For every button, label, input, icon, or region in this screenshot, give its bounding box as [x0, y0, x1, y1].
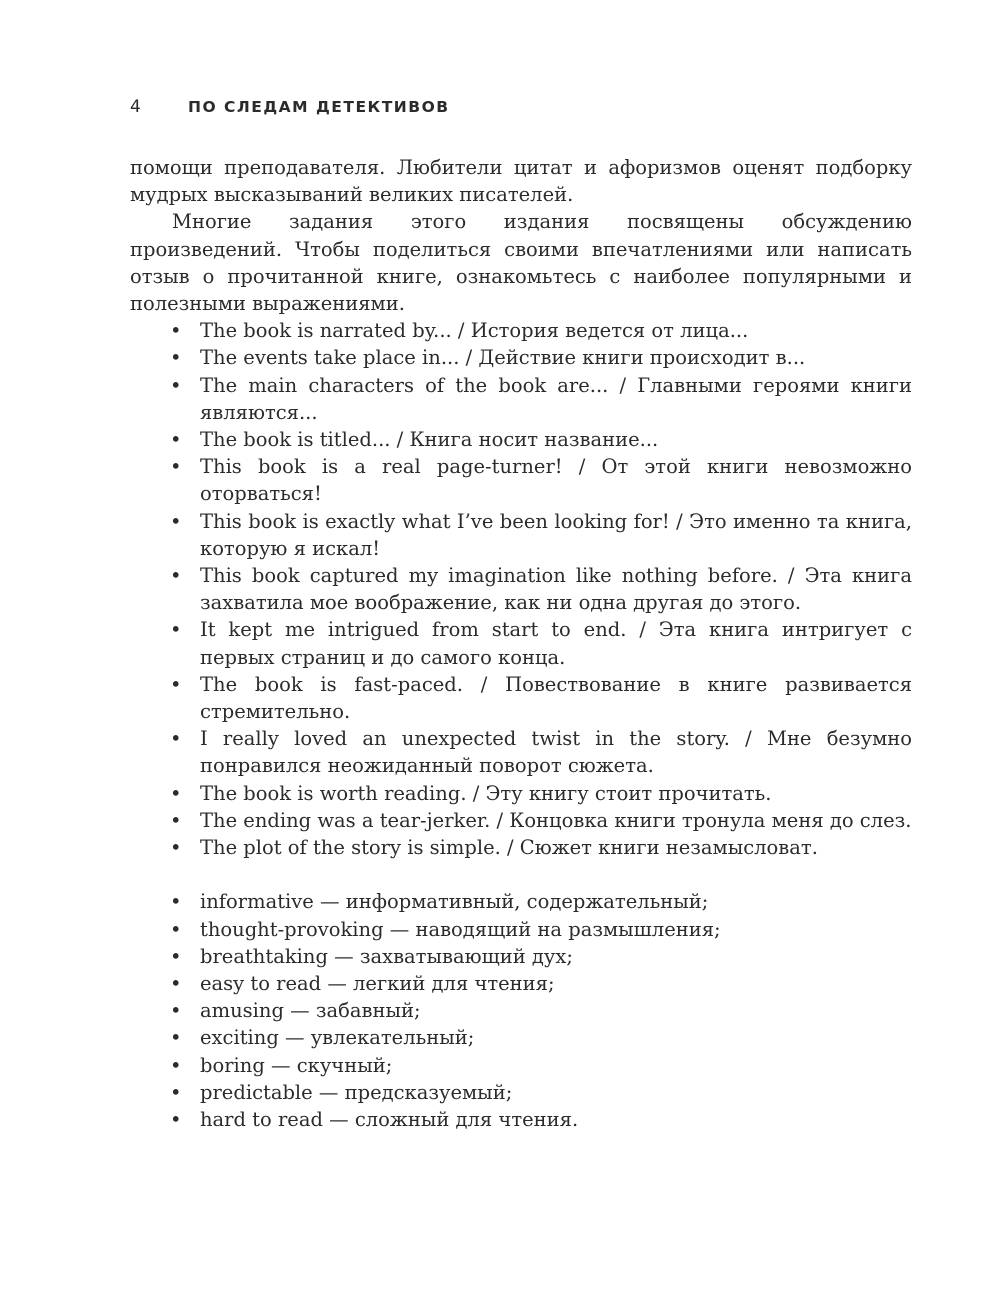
- list-item: [130, 916, 912, 943]
- page-body: [130, 154, 912, 1133]
- bullet: •: [170, 1108, 182, 1132]
- list-item-text: hard to read — сложный для чтения.: [200, 1108, 579, 1132]
- bullet: •: [170, 509, 182, 533]
- bullet: •: [170, 672, 182, 696]
- list-item: [130, 888, 912, 915]
- adjective-list: [130, 888, 912, 1133]
- bullet: •: [170, 455, 182, 479]
- list-item: [130, 1106, 912, 1133]
- list-item-text: boring — скучный;: [200, 1053, 393, 1077]
- bullet: •: [170, 944, 182, 968]
- bullet: •: [170, 428, 182, 452]
- list-item-text: It kept me intrigued from start to end. / Эта книга интригует с первых страниц и до самого конца.: [200, 618, 912, 669]
- list-item-text: This book is exactly what I’ve been looking for! / Это именно та книга, которую я искал!: [200, 509, 912, 560]
- list-item: [130, 616, 912, 670]
- bullet: •: [170, 346, 182, 370]
- list-item-text: informative — информативный, содержательный;: [200, 890, 709, 914]
- list-item: [130, 943, 912, 970]
- list-item-text: The book is narrated by... / История ведется от лица...: [200, 319, 749, 343]
- list-item-text: The plot of the story is simple. / Сюжет книги незамысловат.: [200, 836, 818, 860]
- running-title: ПО СЛЕДАМ ДЕТЕКТИВОВ: [188, 98, 450, 116]
- bullet: •: [170, 618, 182, 642]
- list-item: [130, 1052, 912, 1079]
- page-number: 4: [130, 97, 141, 117]
- bullet: •: [170, 319, 182, 343]
- list-item-text: exciting — увлекательный;: [200, 1026, 475, 1050]
- list-item: [130, 970, 912, 997]
- bullet: •: [170, 727, 182, 751]
- list-item: [130, 807, 912, 834]
- list-item: [130, 997, 912, 1024]
- bullet: •: [170, 373, 182, 397]
- list-item-text: The book is titled... / Книга носит название...: [200, 428, 659, 452]
- list-item-text: predictable — предсказуемый;: [200, 1080, 513, 1104]
- list-item: [130, 834, 912, 861]
- bullet: •: [170, 1080, 182, 1104]
- bullet: •: [170, 890, 182, 914]
- list-item-text: This book is a real page-turner! / От этой книги невозможно оторваться!: [200, 455, 912, 506]
- list-item: [130, 426, 912, 453]
- bullet: •: [170, 999, 182, 1023]
- list-item-text: The main characters of the book are... / Главными героями книги являются...: [200, 373, 912, 424]
- bullet: •: [170, 917, 182, 941]
- list-item: [130, 508, 912, 562]
- bullet: •: [170, 781, 182, 805]
- bullet: •: [170, 836, 182, 860]
- list-item-text: The book is worth reading. / Эту книгу стоит прочитать.: [200, 781, 772, 805]
- bullet: •: [170, 808, 182, 832]
- list-item-text: amusing — забавный;: [200, 999, 421, 1023]
- list-item: [130, 1079, 912, 1106]
- list-item: [130, 671, 912, 725]
- list-item-text: The events take place in... / Действие книги происходит в...: [200, 346, 806, 370]
- list-item: [130, 780, 912, 807]
- list-item: [130, 562, 912, 616]
- list-item-text: thought-provoking — наводящий на размышления;: [200, 917, 721, 941]
- list-item-text: This book captured my imagination like nothing before. / Эта книга захватила мое воображение, как ни одна другая до этого.: [200, 564, 912, 615]
- list-item: [130, 317, 912, 344]
- list-item: [130, 453, 912, 507]
- list-item-text: easy to read — легкий для чтения;: [200, 972, 555, 996]
- spacer: [130, 861, 912, 888]
- list-item-text: The ending was a tear-jerker. / Концовка книги тронула меня до слез.: [200, 808, 912, 832]
- list-item: [130, 344, 912, 371]
- list-item: [130, 372, 912, 426]
- phrase-list: [130, 317, 912, 861]
- bullet: •: [170, 1026, 182, 1050]
- bullet: •: [170, 972, 182, 996]
- running-head: [130, 94, 450, 120]
- list-item: [130, 1024, 912, 1051]
- list-item-text: breathtaking — захватывающий дух;: [200, 944, 573, 968]
- bullet: •: [170, 564, 182, 588]
- paragraph: помощи преподавателя. Любители цитат и афоризмов оценят подборку мудрых высказываний великих писателей.: [130, 156, 912, 207]
- list-item-text: I really loved an unexpected twist in the story. / Мне безумно понравился неожиданный поворот сюжета.: [200, 727, 912, 778]
- list-item-text: The book is fast-paced. / Повествование в книге развивается стремительно.: [200, 672, 912, 724]
- bullet: •: [170, 1053, 182, 1077]
- list-item: [130, 725, 912, 779]
- paragraph: Многие задания этого издания посвящены обсуждению произведений. Чтобы поделиться своими впечатлениями или написать отзыв о прочитанной книге, ознакомьтесь с наиболее популярными и полезными выражениями.: [130, 210, 912, 316]
